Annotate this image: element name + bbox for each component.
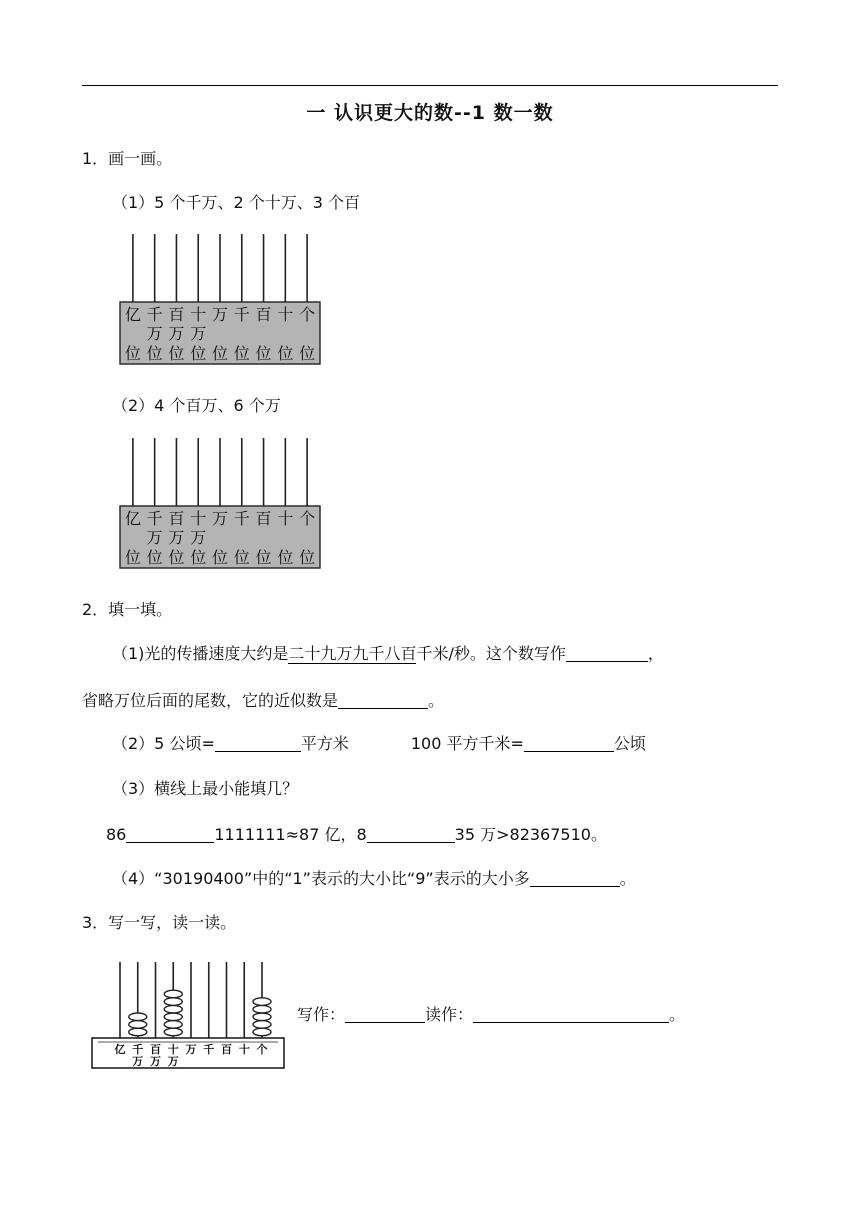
place-label: 位 — [168, 548, 185, 567]
abacus-q3 — [90, 958, 286, 1072]
place-label: 位 — [211, 548, 229, 567]
abacus-bead — [129, 1028, 147, 1036]
place-label: 个 — [299, 305, 316, 324]
place-label: 位 — [233, 548, 250, 567]
place-label: 万 — [150, 1055, 161, 1068]
q2-part1-comma: ， — [647, 644, 664, 663]
place-label: 位 — [211, 344, 229, 363]
place-label: 位 — [124, 344, 141, 363]
answer-blank-digits-2[interactable] — [367, 826, 455, 843]
place-label: 万 — [185, 1043, 197, 1056]
q2-part3: （3）横线上最小能填几？ — [112, 779, 299, 798]
place-label: 千 — [146, 305, 163, 324]
q3-write-label: 写作： — [297, 1005, 346, 1024]
top-rule — [82, 85, 778, 86]
abacus-q1-part1[interactable] — [118, 232, 322, 368]
q1-heading: 1．画一画。 — [82, 149, 173, 168]
place-label: 万 — [167, 1055, 179, 1068]
place-label: 十 — [277, 509, 294, 528]
q1-part2: （2）4 个百万、6 个万 — [112, 396, 281, 415]
abacus-bead — [253, 998, 271, 1006]
place-label: 十 — [190, 509, 207, 528]
q2-part2 — [112, 731, 646, 754]
abacus-bead — [253, 1021, 271, 1029]
q2-part1-end: 。 — [428, 691, 445, 710]
q2-part2-d: 公顷 — [613, 734, 646, 753]
q2-part3-line — [106, 822, 607, 845]
place-label: 百 — [221, 1043, 232, 1056]
abacus-bead — [253, 1005, 271, 1013]
place-label: 个 — [256, 1043, 268, 1056]
place-label: 千 — [132, 1043, 144, 1056]
place-label: 万 — [211, 509, 229, 528]
q3-heading: 3．写一写，读一读。 — [82, 913, 237, 932]
place-label: 百 — [255, 305, 272, 324]
place-label: 百 — [168, 305, 185, 324]
place-label: 万 — [211, 305, 229, 324]
place-label: 位 — [277, 548, 294, 567]
place-label: 万 — [190, 324, 207, 343]
abacus-bead — [129, 1021, 147, 1029]
q2-part2-c: 100 平方千米= — [410, 734, 524, 753]
place-label: 位 — [190, 344, 207, 363]
q2-part3-a: 86 — [106, 825, 127, 844]
place-label: 万 — [132, 1055, 144, 1068]
abacus-q1-part2[interactable] — [118, 436, 322, 572]
q2-part1-mid: 千米/秒。这个数写作 — [416, 644, 566, 663]
q2-part3-b: 1111111≈87 亿，8 — [214, 825, 367, 844]
q2-part4-a: （4）“30190400”中的“1”表示的大小比“9”表示的大小多 — [112, 869, 530, 888]
q3-end: 。 — [669, 1005, 686, 1024]
q2-part4 — [112, 866, 636, 889]
q2-part1-line2-text: 省略万位后面的尾数，它的近似数是 — [82, 691, 339, 710]
q2-part1-prefix: （1)光的传播速度大约是 — [112, 644, 289, 663]
abacus-bead — [164, 1005, 182, 1013]
place-label: 万 — [146, 528, 163, 547]
q3-answer-line — [297, 1002, 685, 1025]
answer-blank-read[interactable] — [473, 1006, 669, 1023]
q2-part1-line2 — [82, 688, 444, 711]
abacus-bead — [164, 990, 182, 998]
place-label: 位 — [146, 344, 163, 363]
place-label: 位 — [233, 344, 250, 363]
q2-part3-c: 35 万>82367510。 — [454, 825, 607, 844]
place-label: 万 — [146, 324, 163, 343]
place-label: 位 — [190, 548, 207, 567]
place-label: 位 — [255, 548, 272, 567]
place-label: 万 — [168, 324, 185, 343]
place-label: 千 — [233, 509, 250, 528]
place-label: 千 — [203, 1043, 215, 1056]
abacus-bead — [253, 1013, 271, 1021]
answer-blank-written-number[interactable] — [566, 645, 648, 662]
place-label: 百 — [150, 1043, 161, 1056]
abacus-bead — [129, 1013, 147, 1021]
place-label: 亿 — [124, 305, 141, 324]
q2-part4-end: 。 — [619, 869, 636, 888]
q2-part2-b: 平方米 — [300, 734, 349, 753]
place-label: 十 — [277, 305, 294, 324]
place-label: 亿 — [124, 509, 141, 528]
abacus-bead — [164, 1021, 182, 1029]
place-label: 位 — [124, 548, 141, 567]
q2-part1-line1 — [112, 641, 664, 664]
page-title: 一 认识更大的数--1 数一数 — [306, 102, 554, 124]
place-label: 位 — [277, 344, 294, 363]
place-label: 位 — [146, 548, 163, 567]
answer-blank-write[interactable] — [345, 1006, 425, 1023]
abacus-bead — [164, 1013, 182, 1021]
place-label: 万 — [190, 528, 207, 547]
abacus-bead — [164, 998, 182, 1006]
abacus-bead — [164, 1028, 182, 1036]
place-label: 位 — [299, 548, 316, 567]
place-label: 个 — [299, 509, 316, 528]
place-label: 亿 — [114, 1043, 126, 1056]
place-label: 百 — [255, 509, 272, 528]
q2-heading: 2．填一填。 — [82, 600, 173, 619]
place-label: 十 — [238, 1043, 250, 1056]
place-label: 千 — [233, 305, 250, 324]
q2-part2-a: （2）5 公顷= — [112, 734, 215, 753]
answer-blank-hectares[interactable] — [524, 735, 614, 752]
answer-blank-digits-1[interactable] — [126, 826, 214, 843]
place-label: 十 — [167, 1043, 179, 1056]
answer-blank-square-meters[interactable] — [215, 735, 301, 752]
q3-read-label: 读作： — [425, 1005, 474, 1024]
place-label: 万 — [168, 528, 185, 547]
answer-blank-difference[interactable] — [530, 870, 620, 887]
place-label: 百 — [168, 509, 185, 528]
place-label: 位 — [168, 344, 185, 363]
q2-part1-underlined-number: 二十九万九千八百 — [288, 644, 417, 663]
place-label: 千 — [146, 509, 163, 528]
place-label: 十 — [190, 305, 207, 324]
answer-blank-approximate[interactable] — [338, 692, 428, 709]
q1-part1: （1）5 个千万、2 个十万、3 个百 — [112, 193, 360, 212]
place-label: 位 — [255, 344, 272, 363]
abacus-bead — [253, 1028, 271, 1036]
place-label: 位 — [299, 344, 316, 363]
